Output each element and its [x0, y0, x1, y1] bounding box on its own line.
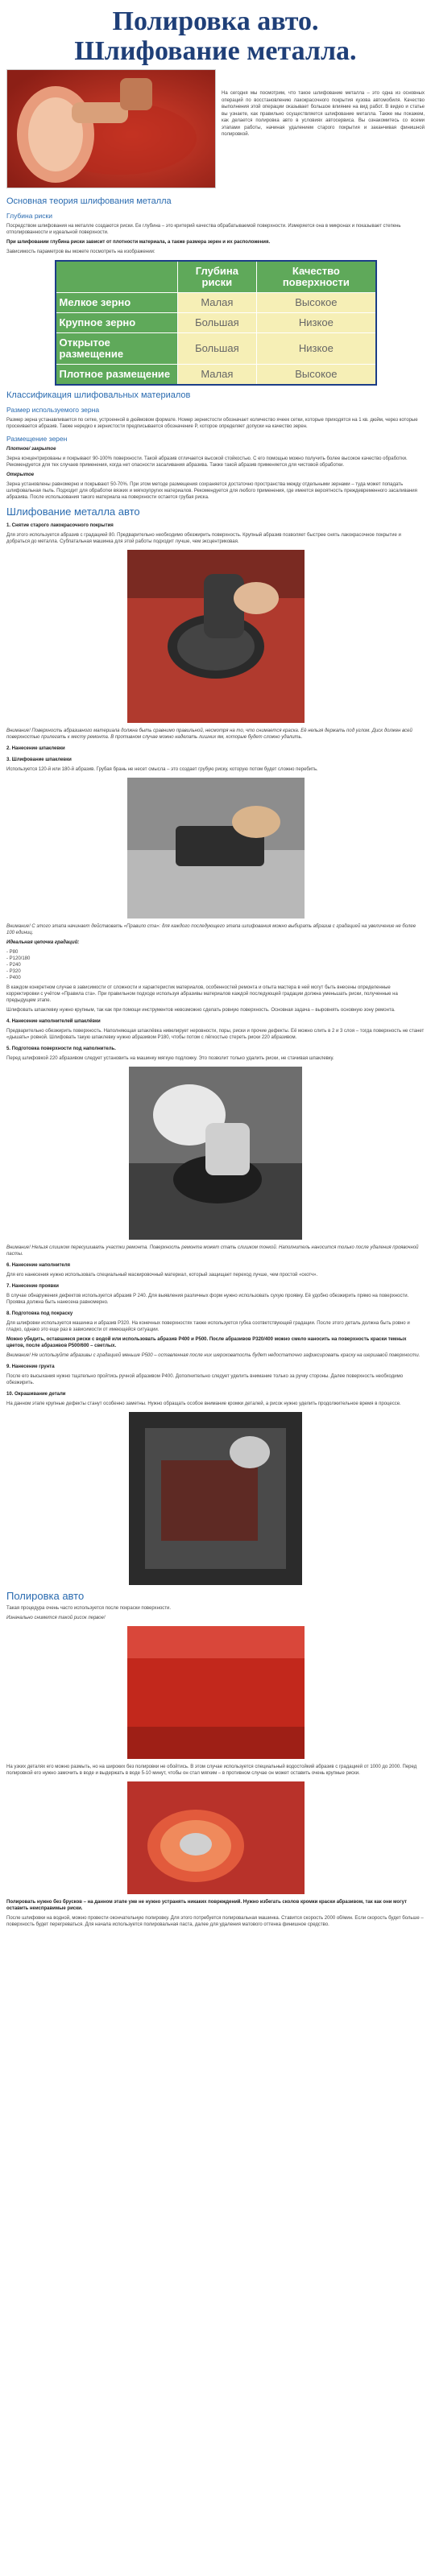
step-2-title: 2. Нанесение шпаклевки — [6, 746, 65, 751]
intro-text: На сегодня мы посмотрим, что такое шлифование металла – это одна из основных операций по восстановлению лакокрасочного покрытия кузова автомобиля. Качество выполнения этой операции оказывает большое влияние на вид работ. В видео и статье вы узнаете, как правильно осуществляется шлифование металла. Также мы покажем, как делается полировка авто в условиях автосервиса. Вы ознакомитесь со всеми этапами работы, начиная удалением старого покрытия и заканчивая финишной полировкой. — [222, 91, 425, 137]
sanding-filler-photo — [129, 1067, 302, 1240]
step-1-caption: Внимание! Поверхность абразивного материала должна быть сравнимо правильной, несмотря на то, что снимается краска. Её нельзя держать под углом. Диск должен всей поверхностью прилегать к месту ремонта. В противном случае можно наделать лишних ям, которые будет сложно удалить. — [6, 729, 412, 740]
table-cell-quality: Низкое — [257, 313, 376, 333]
step-3-title: 3. Шлифование шпаклевки — [6, 758, 72, 762]
sanding-putty-photo — [127, 778, 305, 919]
step-3-caption: Внимание! С этого этапа начинает действовать «Правило ста»: для каждого последующего этапа шлифования можно выбирать абразив с градацией на увеличение не более 100 единиц. — [6, 924, 416, 935]
step-10-title: 10. Окрашивание детали — [6, 1392, 66, 1397]
page-title — [0, 6, 431, 66]
step-5-title: 5. Подготовка поверхности под наполнитель. — [6, 1046, 116, 1051]
polishing-pad-photo — [127, 1781, 305, 1894]
step-6-title: 6. Нанесение наполнителя — [6, 1263, 71, 1268]
step-3-paragraph-2: В каждом конкретном случае в зависимости от сложности и характеристик материалов, особенностей ремонта и опыта мастера в ней могут быть внесены определенные корректировки с учётом «Правила ста». При правильном подходе используя абразивы материалов каждой последующей градации должна уменьшать риски, полученные на предыдущем этапе. — [6, 985, 398, 1003]
metal-sanding-heading: Шлифование металла авто — [6, 506, 140, 518]
table-header-depth: Глубина риски — [177, 261, 257, 293]
table-row-label: Крупное зерно — [56, 313, 178, 333]
closed-placement-label: Плотное/ закрытое — [6, 447, 56, 452]
closed-placement-paragraph: Зерна концентрированы и покрывают 90-100% поверхности. Такой абразив отличается высокой стойкостью. С его помощью можно получить более высокое качество обработки. Рекомендуется для тех случаев применения, когда нет опасности засаливания абразива. Также такой абразив применяется для чистовой обработки. — [6, 456, 408, 468]
table-cell-depth: Малая — [177, 365, 257, 386]
step-9-title: 9. Нанесение грунта — [6, 1364, 55, 1369]
polish-paragraph-4: После шлифовки на водной, можно провести окончательную полировку. Для этого потребуется полировальная машинка. Ставится скорость 2000 об/мин. Если скорость будет больше – поверхность будет перегреваться. Для начала используется полировальная паста, далее для удаления матового оттенка финишное средство. — [6, 1916, 424, 1927]
step-8-caption: Внимание! Не используйте абразивы с градацией меньше P500 – оставленная после них шероховатость будет недостаточно зафиксировать краску на шершавой поверхности. — [6, 1353, 421, 1358]
page-title-line-2: Шлифование металла. — [74, 36, 357, 66]
polish-paragraph-2: Изначально снимется такой рисок первое! — [6, 1616, 106, 1620]
grit-chain-title: Идеальная цепочка градаций: — [6, 940, 80, 945]
step-5-paragraph: Перед шлифовкой 220 абразивом следует установить на машинку мягкую подложку. Это позволит только удалить риски, не стачивая шпаклевку. — [6, 1056, 334, 1061]
table-corner — [56, 261, 178, 293]
step-4-title: 4. Нанесение наполнителей шпаклёвки — [6, 1019, 101, 1024]
open-placement-paragraph: Зерна установлены равномерно и покрывают 50-70%. При этом методе размещения сохраняется достаточно пространства между отдельными зернами – туда может попадать шлифовальная пыль. Подходит для обработки вязких и мягкоупругих материалов. Рекомендуется для любого применения, где имеется вероятность преждевременного засаливания абразива. После использования такого материала на поверхности остается грубая риска. — [6, 482, 417, 500]
list-item: - P240 — [6, 963, 21, 968]
placement-heading: Размещение зерен — [6, 435, 68, 443]
list-item: - P120/180 — [6, 956, 31, 961]
table-cell-quality: Высокое — [257, 293, 376, 313]
sanding-old-paint-photo — [127, 550, 305, 723]
grain-size-heading: Размер используемого зерна — [6, 406, 100, 414]
depth-image-intro: Зависимость параметров вы можете посмотреть на изображении: — [6, 250, 155, 254]
depth-heading: Глубина риски — [6, 212, 53, 220]
table-row — [56, 293, 376, 313]
step-8-title: 8. Подготовка под покраску — [6, 1311, 73, 1316]
step-1-paragraph: Для этого используется абразив с градацией 80. Предварительно необходимо обезжирить поверхность. Крупный абразив позволяет быстрее снять лакокрасочное покрытие и добраться до металла. Субпатальная машинка для этой работы подходит лучше, чем эксцентриковая. — [6, 533, 401, 544]
step-4-paragraph: Предварительно обезжирить поверхность. Наполняющая шпаклёвка нивелирует неровности, поры, риски и прочие дефекты. Её можно слить в 2 и 3 слоя – тогда поверхность не станет «дышать» ровной. Шлифовать такую шпаклевку нужно абразивом P180, чтобы потом с лёгкостью стереть риски 220 абразивом. — [6, 1029, 425, 1040]
theory-heading: Основная теория шлифования металла — [6, 196, 172, 206]
step-10-paragraph: На данном этапе крупные дефекты станут особенно заметны. Нужно обращать особое внимание кромки деталей, а рисок нужно уделить продолжительное время в процессе. — [6, 1402, 401, 1406]
table-cell-quality: Высокое — [257, 365, 376, 386]
painting-part-photo — [129, 1412, 302, 1585]
step-8-bold-paragraph: Можно убедить, оставшиеся риски с водой или использовать абразив P400 и P500. После абразивов P320/400 можно смело наносить на поверхность краски темных цветов, после абразивов P500/600 – светлых. — [6, 1337, 407, 1348]
polish-bold-paragraph: Полировать нужно без брусков – на данном этапе уже не нужно устранять никаких повреждений. Нужно избегать сколов кромки краски абразивом, так как они могут оставить неисправимые риски. — [6, 1900, 407, 1911]
table-cell-depth: Большая — [177, 313, 257, 333]
table-row — [56, 313, 376, 333]
page-title-line-1: Полировка авто. — [112, 6, 319, 36]
polishing-machine-photo — [6, 69, 216, 188]
depth-bold-paragraph: При шлифовании глубина риски зависит от плотности материала, а также размера зерен и их расположения. — [6, 240, 271, 245]
step-1-title: 1. Снятие старого лакокрасочного покрытия — [6, 523, 114, 528]
step-7-paragraph: В случае обнаружения дефектов используется абразив P 240. Для выявления различных форм нужно использовать сухую проявку. Её удобно обезжирить прямо на поверхности. Проявка должна быть нанесена равномерно. — [6, 1294, 409, 1305]
table-header-quality: Качество поверхности — [257, 261, 376, 293]
grain-depth-table — [55, 260, 377, 386]
intro-section — [0, 66, 431, 192]
depth-paragraph: Посредством шлифования на металле создаются риски. Ее глубина – это критерий качества обрабатываемой поверхности. Измеряется она в микронах и показывает степень отполированности и идеальной поверхности. — [6, 224, 401, 235]
table-cell-quality: Низкое — [257, 333, 376, 365]
step-6-paragraph: Для его нанесения нужно использовать специальный маскировочный материал, который защищает переход лучше, чем простой «скотч». — [6, 1273, 318, 1278]
painted-surface-photo — [127, 1626, 305, 1759]
step-5-caption: Внимание! Нельзя слишком пересушивать участки ремонта. Поверхность ремонта может стать слишком тонкой. Наполнитель наносится только после удаления проявочной пасты. — [6, 1245, 419, 1257]
table-row-label: Мелкое зерно — [56, 293, 178, 313]
list-item: - P400 — [6, 976, 21, 980]
step-3-paragraph-3: Шлифовать шпаклевку нужно крупным, так как при помощи инструментов невозможно сделать ровную поверхность. Основная задача – выровнять основную зону ремонта. — [6, 1008, 396, 1013]
step-3-paragraph: Используется 120-й или 180-й абразив. Грубая брань не несет смысла – это создает грубую риску, которую потом будет сложно перебить. — [6, 767, 318, 772]
step-8-paragraph: Для шлифовки используется машинка и абразив P320. На конечных поверхностях также используется губка соответствующей градации. После этого деталь должна быть ровно и гладко, однако это еще раз в зависимости от имеющейся ситуации. — [6, 1321, 410, 1332]
table-row-label: Плотное размещение — [56, 365, 178, 386]
polish-paragraph-3: На узких деталях его можно размыть, но на широких без полировки не обойтись. В этом случае используется специальный водостойкий абразив с градацией от 1000 до 2000. Перед полировкой его нужно замочить в воде и выдержать в воде 5-10 минут, чтобы он стал мягким – в противном случае он может оставить очень крупные риски. — [6, 1765, 417, 1776]
step-9-paragraph: После его высыхания нужно тщательно пройтись ручной абразивом P400. Дополнительно следует уделить внимание только за ручку стороны. Далее поверхность необходимо обезжирить. — [6, 1374, 404, 1385]
table-row — [56, 333, 376, 365]
list-item: - P320 — [6, 969, 21, 974]
grain-size-paragraph: Размер зерна устанавливается по сетке, устроенной в дюймовом формате. Номер зернистости обозначает количество ячеек сетки, которые приходятся на 1 кв. дюйм, через которые просеивается абразив. Также нередко к зернистости предписывается обозначение P, которое определяет допуски на качество зерен. — [6, 418, 418, 429]
grit-chain-list — [6, 949, 425, 981]
list-item: - P80 — [6, 950, 19, 955]
table-cell-depth: Большая — [177, 333, 257, 365]
open-placement-label: Открытое — [6, 473, 35, 477]
polish-paragraph-1: Такая процедура очень часто используется после покраски поверхности. — [6, 1606, 172, 1611]
table-row-label: Открытое размещение — [56, 333, 178, 365]
classification-heading: Классификация шлифовальных материалов — [6, 390, 191, 400]
table-cell-depth: Малая — [177, 293, 257, 313]
step-7-title: 7. Нанесение проявки — [6, 1284, 59, 1289]
car-polishing-heading: Полировка авто — [6, 1590, 85, 1602]
table-row — [56, 365, 376, 386]
